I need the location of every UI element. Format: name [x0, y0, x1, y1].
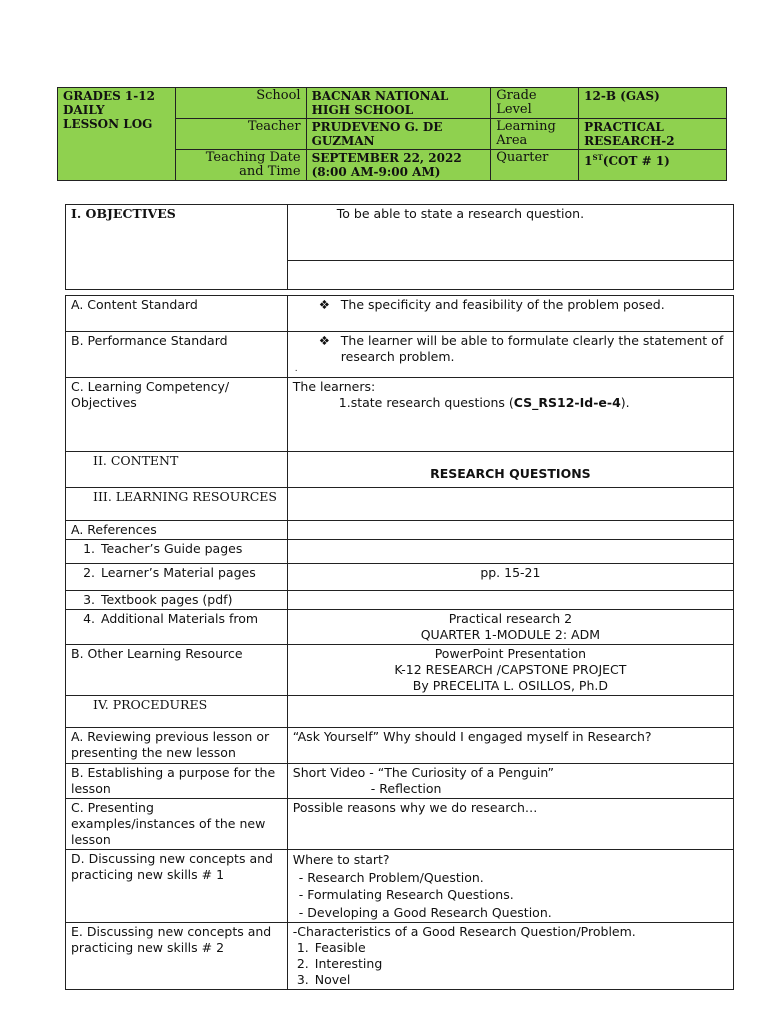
other-resource-line: By PRECELITA L. OSILLOS, Ph.D	[412, 678, 608, 693]
procedure-d-item: - Formulating Research Questions.	[298, 887, 514, 902]
competency-item-prefix: 1.state research questions (	[338, 395, 514, 410]
performance-standard-label: B. Performance Standard	[66, 332, 288, 378]
other-resource-label: B. Other Learning Resource	[66, 645, 288, 696]
date-label-line: Teaching Date	[205, 150, 301, 165]
resources-label: III. LEARNING RESOURCES	[66, 488, 288, 521]
teaching-date-label	[175, 150, 306, 181]
teachers-guide-row	[66, 540, 734, 564]
textbook-cell: 3. Textbook pages (pdf)	[66, 591, 288, 610]
procedure-a-label: A. Reviewing previous lesson or presenting the new lesson	[66, 728, 288, 764]
procedure-e-item: 2. Interesting	[296, 956, 383, 971]
textbook-value	[287, 591, 733, 610]
additional-materials-row	[66, 610, 734, 645]
competency-item-suffix: ).	[620, 395, 630, 410]
content-value: RESEARCH QUESTIONS	[287, 452, 733, 488]
header-table	[57, 87, 727, 181]
procedure-b-label: B. Establishing a purpose for the lesson	[66, 764, 288, 799]
quarter-prefix: 1	[584, 154, 593, 168]
additional-materials-line: Practical research 2	[448, 611, 573, 626]
date-label-line: and Time	[239, 164, 301, 179]
other-resource-line: PowerPoint Presentation	[434, 646, 587, 661]
school-label: School	[175, 88, 306, 119]
content-label: II. CONTENT	[66, 452, 288, 488]
procedure-d-label: D. Discussing new concepts and practicing new skills # 1	[66, 850, 288, 923]
teachers-guide-label: Teacher’s Guide pages	[101, 541, 243, 556]
procedures-row	[66, 696, 734, 728]
learners-material-value: pp. 15-21	[287, 564, 733, 591]
content-standard-cell	[287, 296, 733, 332]
grade-level-label: Grade Level	[491, 88, 579, 119]
teacher-value: PRUDEVENO G. DE GUZMAN	[306, 119, 491, 150]
procedure-e-item-text: Interesting	[314, 956, 383, 971]
references-label: A. References	[66, 521, 288, 540]
content-standard-value: The specificity and feasibility of the problem posed.	[340, 297, 665, 312]
performance-standard-value: The learner will be able to formulate clearly the statement of research problem.	[340, 333, 724, 364]
learning-area-value: PRACTICAL RESEARCH-2	[579, 119, 727, 150]
quarter-value	[579, 150, 727, 181]
stray-dot: .	[294, 364, 298, 374]
competency-label: C. Learning Competency/ Objectives	[66, 378, 288, 452]
diamond-bullet-icon: ❖	[318, 333, 330, 348]
procedure-b-line: - Reflection	[370, 781, 442, 796]
objectives-label: I. OBJECTIVES	[66, 205, 288, 290]
title-line: LESSON LOG	[63, 117, 153, 131]
objectives-row	[66, 205, 734, 261]
competency-code: CS_RS12-Id-e-4	[513, 395, 621, 410]
other-resource-value	[287, 645, 733, 696]
procedure-b-row	[66, 764, 734, 799]
procedure-b-cell	[287, 764, 733, 799]
procedure-d-intro: Where to start?	[292, 852, 390, 867]
title-line: GRADES 1-12	[63, 89, 155, 103]
procedure-e-intro: -Characteristics of a Good Research Question/Problem.	[292, 924, 636, 939]
additional-materials-value	[287, 610, 733, 645]
procedure-d-cell	[287, 850, 733, 923]
content-standard-row	[66, 296, 734, 332]
learners-material-cell: 2. Learner’s Material pages	[66, 564, 288, 591]
performance-standard-row	[66, 332, 734, 378]
competency-item	[293, 395, 728, 411]
competency-cell	[287, 378, 733, 452]
procedure-c-value: Possible reasons why we do research…	[287, 799, 733, 850]
procedure-c-row	[66, 799, 734, 850]
grade-level-value: 12-B (GAS)	[579, 88, 727, 119]
lesson-log-title	[58, 88, 176, 181]
diamond-bullet-icon: ❖	[318, 297, 330, 312]
procedure-e-item-text: Novel	[314, 972, 351, 987]
learners-material-row	[66, 564, 734, 591]
quarter-sup: ST	[592, 153, 603, 162]
procedure-c-label: C. Presenting examples/instances of the new lesson	[66, 799, 288, 850]
teaching-date-value	[306, 150, 491, 181]
references-empty-cell	[287, 521, 733, 540]
textbook-label: Textbook pages (pdf)	[101, 592, 233, 607]
procedures-label: IV. PROCEDURES	[66, 696, 288, 728]
performance-standard-cell	[287, 332, 733, 378]
objectives-empty-cell	[287, 261, 733, 290]
quarter-label: Quarter	[491, 150, 579, 181]
procedure-d-row	[66, 850, 734, 923]
content-row	[66, 452, 734, 488]
textbook-row	[66, 591, 734, 610]
other-resource-row	[66, 645, 734, 696]
learners-material-label: Learner’s Material pages	[101, 565, 256, 580]
competency-intro: The learners:	[292, 379, 376, 394]
school-value: BACNAR NATIONAL HIGH SCHOOL	[306, 88, 491, 119]
procedures-empty-cell	[287, 696, 733, 728]
procedure-e-item: 1. Feasible	[296, 940, 366, 955]
procedure-d-item: - Research Problem/Question.	[298, 869, 484, 885]
time-value-line: (8:00 AM-9:00 AM)	[311, 165, 441, 179]
competency-row	[66, 378, 734, 452]
procedure-a-row	[66, 728, 734, 764]
content-standard-label: A. Content Standard	[66, 296, 288, 332]
resources-row	[66, 488, 734, 521]
quarter-suffix: (COT # 1)	[602, 154, 670, 168]
date-value-line: SEPTEMBER 22, 2022	[311, 151, 462, 165]
additional-materials-line: QUARTER 1-MODULE 2: ADM	[420, 627, 601, 642]
other-resource-line: K-12 RESEARCH /CAPSTONE PROJECT	[394, 662, 627, 677]
procedure-d-item: - Developing a Good Research Question.	[298, 904, 552, 920]
teachers-guide-cell: 1. Teacher’s Guide pages	[66, 540, 288, 564]
procedure-e-row	[66, 923, 734, 990]
references-row	[66, 521, 734, 540]
procedure-e-item: 3. Novel	[296, 972, 351, 987]
procedure-a-value: “Ask Yourself” Why should I engaged myself in Research?	[287, 728, 733, 764]
additional-materials-cell: 4. Additional Materials from	[66, 610, 288, 645]
teachers-guide-value	[287, 540, 733, 564]
lesson-plan-table	[65, 204, 734, 990]
procedure-b-line: Short Video - “The Curiosity of a Penguin”	[292, 765, 555, 780]
resources-empty-cell	[287, 488, 733, 521]
procedure-e-item-text: Feasible	[314, 940, 366, 955]
teacher-label: Teacher	[175, 119, 306, 150]
title-line: DAILY	[63, 103, 105, 117]
objectives-value: To be able to state a research question.	[287, 205, 733, 261]
learning-area-label: Learning Area	[491, 119, 579, 150]
procedure-e-cell	[287, 923, 733, 990]
additional-materials-label: Additional Materials from	[101, 611, 259, 626]
procedure-e-label: E. Discussing new concepts and practicing new skills # 2	[66, 923, 288, 990]
